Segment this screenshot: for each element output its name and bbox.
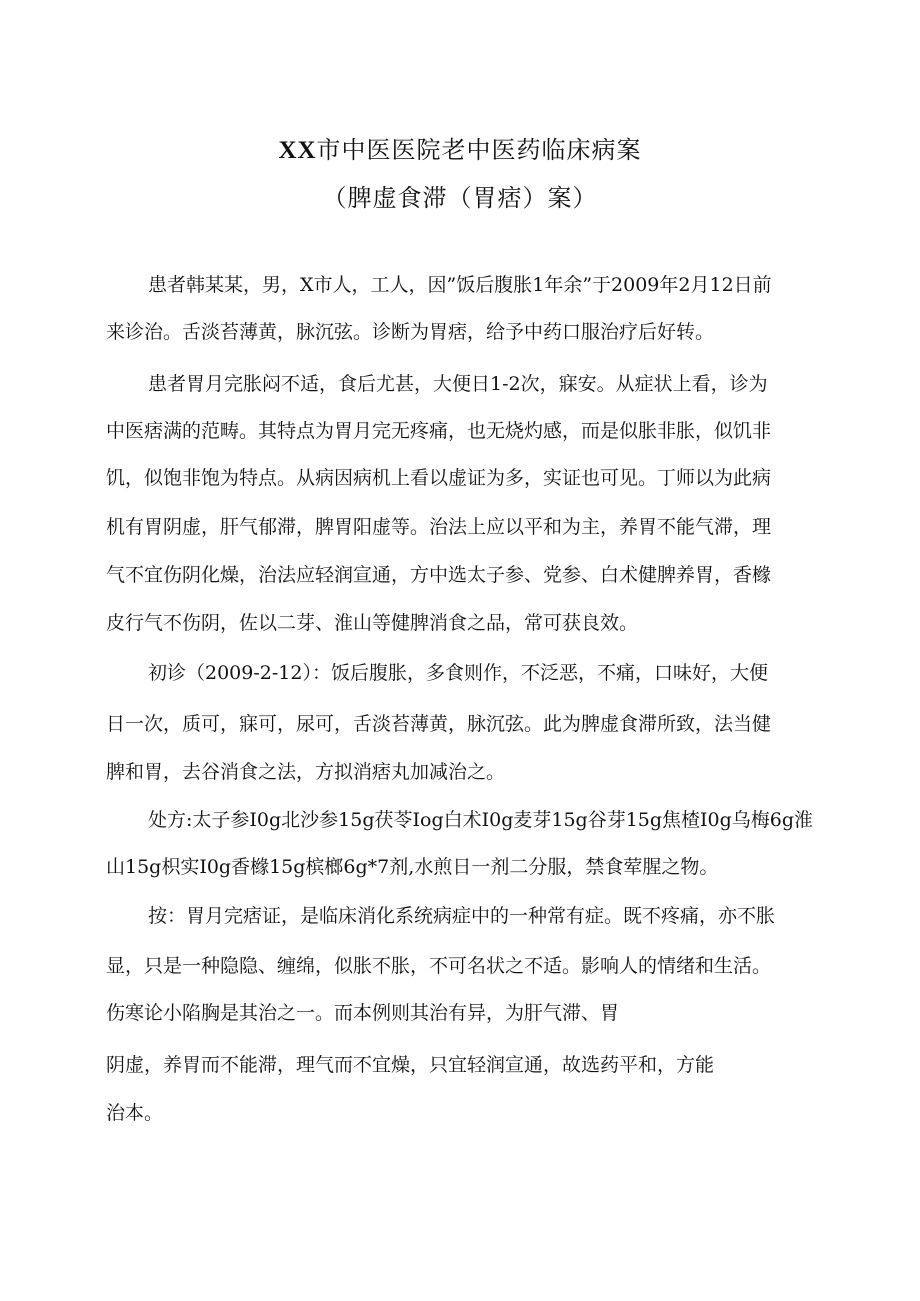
title-prefix: XX (278, 137, 317, 164)
document-title (0, 130, 920, 165)
paragraph-line: 来诊治。舌淡苔薄黄，脉沉弦。诊断为胃痞，给予中药口服治疗后好转。 (106, 321, 715, 343)
document-subtitle: （脾虚食滞（胃痞）案） (322, 184, 598, 212)
paragraph-line: 显，只是一种隐隐、缠绵，似胀不胀，不可名状之不适。影响人的情绪和生活。 (106, 955, 772, 977)
paragraph-line: 阴虚，养胃而不能滞，理气而不宜燥，只宜轻润宣通，故选药平和，方能 (106, 1054, 715, 1076)
paragraph-line: 患者胃月完胀闷不适，食后尤甚，大便日1-2次，寐安。从症状上看，诊为 (148, 373, 768, 395)
paragraph-line: 中医痞满的范畴。其特点为胃月完无疼痛，也无烧灼感，而是似胀非胀，似饥非 (106, 420, 772, 442)
paragraph-line: 机有胃阴虚，肝气郁滞，脾胃阳虚等。治法上应以平和为主，养胃不能气滞，理 (106, 516, 772, 538)
paragraph-line: 皮行气不伤阴，佐以二芽、淮山等健脾消食之品，常可获良效。 (106, 612, 639, 634)
paragraph-line: 脾和胃，去谷消食之法，方拟消痞丸加减治之。 (106, 761, 506, 783)
paragraph-line: 患者韩某某，男，X市人，工人，因”饭后腹胀1年余”于2009年2月12日前 (148, 274, 772, 296)
paragraph-line: 伤寒论小陷胸是其治之一。而本例则其治有异，为肝气滞、胃 (106, 1002, 620, 1024)
paragraph-line: 饥，似饱非饱为特点。从病因病机上看以虚证为多，实证也可见。丁师以为此病 (106, 467, 772, 489)
paragraph-line: 日一次，质可，寐可，尿可，舌淡苔薄黄，脉沉弦。此为脾虚食滞所致，法当健 (106, 713, 772, 735)
paragraph-line: 气不宜伤阴化燥，治法应轻润宣通，方中选太子参、党参、白术健脾养胃，香橼 (106, 564, 772, 586)
paragraph-line: 按：胃月完痞证，是临床消化系统病症中的一种常有症。既不疼痛，亦不胀 (148, 905, 776, 927)
paragraph-line: 山15g枳实I0g香橼15g槟榔6g*7剂,水煎日一剂二分服，禁食荤腥之物。 (106, 856, 719, 878)
paragraph-line: 初诊（2009-2-12）：饭后腹胀，多食则作，不泛恶，不痛，口味好，大便 (148, 662, 768, 684)
paragraph-line: 处方:太子参I0g北沙参15g茯苓Iog白术I0g麦芽15g谷芽15g焦楂I0g乌梅6g淮 (148, 809, 814, 831)
title-text: 市中医医院老中医药临床病案 (316, 136, 642, 164)
paragraph-line: 治本。 (106, 1102, 164, 1124)
